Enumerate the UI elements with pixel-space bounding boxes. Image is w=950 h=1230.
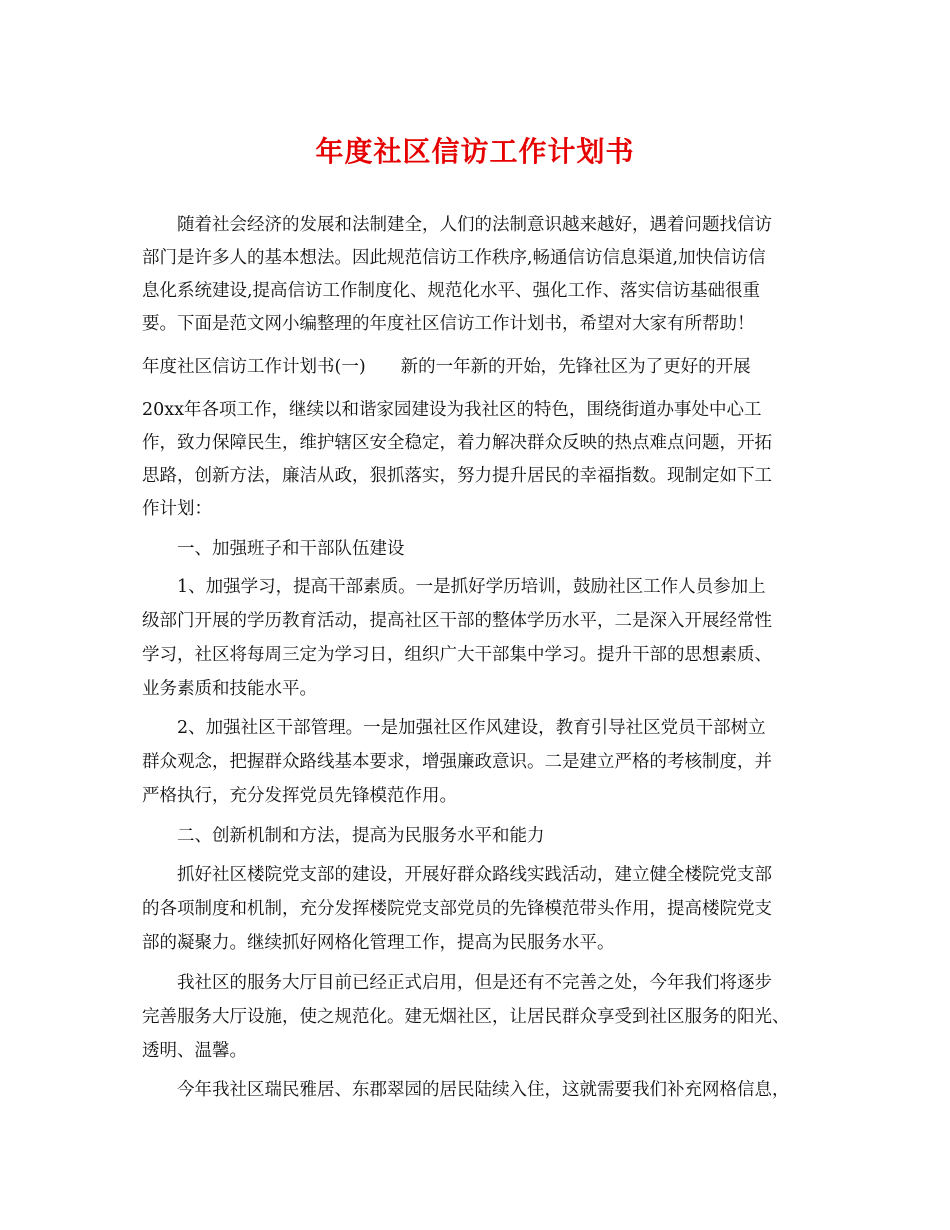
paragraph-line: 的各项制度和机制，充分发挥楼院党支部党员的先锋模范带头作用，提高楼院党支 [142, 899, 772, 919]
paragraph-line: 思路，创新方法，廉洁从政，狠抓落实，努力提升居民的幸福指数。现制定如下工 [142, 466, 772, 486]
paragraph-line: 群众观念，把握群众路线基本要求，增强廉政意识。二是建立严格的考核制度，并 [142, 752, 772, 772]
paragraph-line: 息化系统建设,提高信访工作制度化、规范化水平、强化工作、落实信访基础很重 [142, 281, 761, 301]
paragraph-line: 学习，社区将每周三定为学习日，组织广大干部集中学习。提升干部的思想素质、 [142, 645, 772, 665]
paragraph-line: 作，致力保障民生，维护辖区安全稳定，着力解决群众反映的热点难点问题，开拓 [142, 433, 772, 453]
paragraph-line: 1、加强学习，提高干部素质。一是抓好学历培训，鼓励社区工作人员参加上 [177, 577, 766, 597]
paragraph-line: 今年我社区瑞民雅居、东郡翠园的居民陆续入住，这就需要我们补充网格信息， [177, 1080, 790, 1100]
paragraph-line: 要。下面是范文网小编整理的年度社区信访工作计划书，希望对大家有所帮助！ [142, 314, 755, 334]
paragraph-line: 部的凝聚力。继续抓好网格化管理工作，提高为民服务水平。 [142, 933, 615, 953]
paragraph-line: 我社区的服务大厅目前已经正式启用，但是还有不完善之处，今年我们将逐步 [177, 973, 772, 993]
paragraph-line: 级部门开展的学历教育活动，提高社区干部的整体学历水平，二是深入开展经常性 [142, 611, 772, 631]
section-heading: 一、加强班子和干部队伍建设 [177, 539, 405, 559]
paragraph-line: 作计划： [142, 499, 212, 519]
paragraph-line: 抓好社区楼院党支部的建设，开展好群众路线实践活动，建立健全楼院党支部 [177, 865, 772, 885]
paragraph-line: 透明、温馨。 [142, 1041, 247, 1061]
paragraph-line: 部门是许多人的基本想法。因此规范信访工作秩序,畅通信访信息渠道,加快信访信 [142, 248, 766, 268]
paragraph-line: 年度社区信访工作计划书(一) 新的一年新的开始，先锋社区为了更好的开展 [142, 357, 751, 377]
paragraph-line: 20xx年各项工作，继续以和谐家园建设为我社区的特色，围绕街道办事处中心工 [142, 400, 762, 420]
paragraph-line: 完善服务大厅设施，使之规范化。建无烟社区，让居民群众享受到社区服务的阳光、 [142, 1007, 790, 1027]
paragraph-line: 业务素质和技能水平。 [142, 679, 317, 699]
paragraph-line: 随着社会经济的发展和法制建全，人们的法制意识越来越好，遇着问题找信访 [177, 215, 772, 235]
paragraph-line: 2、加强社区干部管理。一是加强社区作风建设，教育引导社区党员干部树立 [177, 718, 766, 738]
paragraph-line: 严格执行，充分发挥党员先锋模范作用。 [142, 786, 457, 806]
section-heading: 二、创新机制和方法，提高为民服务水平和能力 [177, 826, 545, 846]
document-title: 年度社区信访工作计划书 [315, 135, 635, 168]
